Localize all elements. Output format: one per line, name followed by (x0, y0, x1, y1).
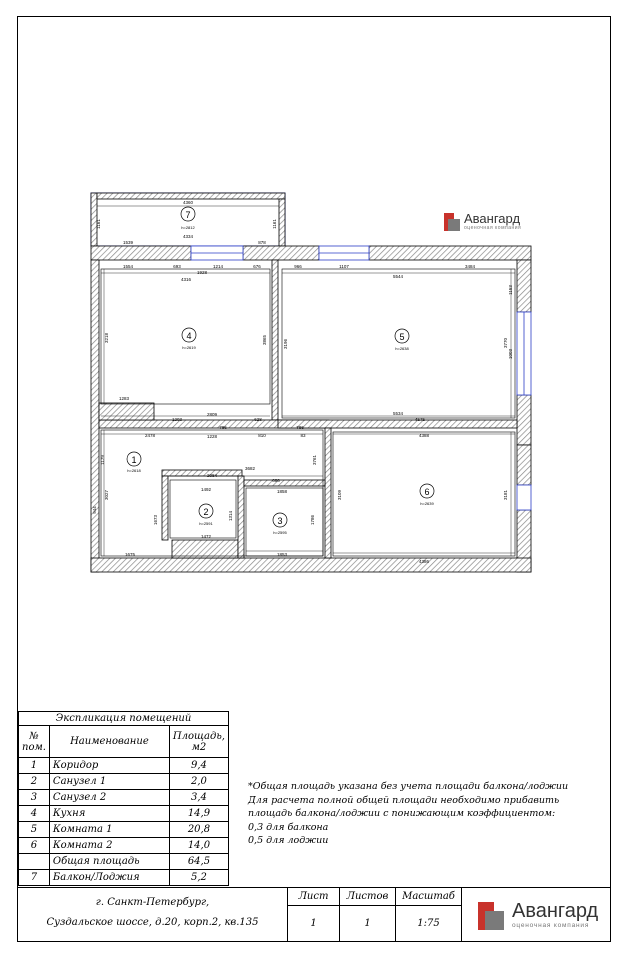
dim-4575: 4575 (414, 417, 426, 422)
row-num: 5 (19, 822, 50, 838)
table-row (19, 822, 229, 838)
dim-676: 676 (253, 264, 261, 269)
col-area-header: Площадь, м2 (169, 726, 228, 758)
col-num-header: № пом. (19, 726, 50, 758)
dim-2478: 2478 (144, 433, 156, 438)
sheets-cell (340, 887, 396, 942)
dim-3027: 3027 (104, 489, 109, 501)
dim-balcony-inner: 4334 (182, 234, 194, 239)
room-1-label (127, 452, 142, 473)
row-name: Санузел 2 (49, 790, 169, 806)
scale-value: 1:75 (417, 918, 440, 929)
dim-3682: 3682 (244, 466, 256, 471)
dim-83: 83 (300, 433, 306, 438)
row-name: Санузел 1 (49, 774, 169, 790)
dim-1673: 1673 (153, 514, 158, 526)
room-3-label (273, 513, 288, 535)
dim-628: 628 (254, 417, 262, 422)
room-5-height: h=2638 (395, 346, 409, 351)
dim-1314: 1314 (228, 510, 233, 522)
dim-3109: 3109 (337, 489, 342, 501)
sheet-label: Лист (288, 888, 339, 906)
room-1-number: 1 (131, 455, 137, 465)
address-block (18, 887, 288, 942)
row-area: 20,8 (169, 822, 228, 838)
room-3-number: 3 (277, 516, 283, 526)
dim-1554: 1554 (122, 264, 134, 269)
room-4-label (182, 328, 197, 350)
brand-logo-small (444, 212, 521, 231)
dim-693: 693 (173, 264, 181, 269)
total-name: Общая площадь (49, 854, 169, 870)
sheets-value: 1 (364, 918, 371, 929)
dim-4316: 4316 (180, 277, 192, 282)
dim-1853: 1853 (276, 552, 288, 557)
dim-5534: 5534 (392, 411, 404, 416)
dim-3218: 3218 (104, 332, 109, 344)
dim-1228: 1228 (206, 434, 218, 439)
room-7-number: 7 (185, 210, 191, 220)
dim-4388: 4388 (418, 433, 430, 438)
brand-mark-large-icon (478, 902, 504, 930)
dim-2084: 2084 (206, 473, 218, 478)
dim-balcony-outer: 4360 (182, 200, 194, 205)
dim-1107: 1107 (339, 264, 349, 269)
dim-1003: 1003 (508, 348, 513, 360)
row-num: 1 (19, 758, 50, 774)
dim-878: 878 (258, 240, 266, 245)
brand-logo-large (462, 887, 611, 942)
area-note: *Общая площадь указана без учета площади балкона/лоджии Для расчета полной общей площади необходимо прибавить площадь балкона/лоджии с понижающим коэффициентом: 0,3 для балкона 0,5 для лоджии (248, 781, 569, 846)
room-4-number: 4 (186, 331, 192, 341)
dim-4386: 4386 (418, 559, 430, 564)
dim-1203: 1203 (171, 417, 183, 422)
dim-3761: 3761 (312, 454, 317, 466)
room-5-number: 5 (399, 332, 405, 342)
table-row (19, 806, 229, 822)
dim-1179: 1179 (100, 455, 105, 465)
scale-label: Масштаб (396, 888, 461, 906)
room-7-height: h=2812 (181, 225, 195, 230)
room-7-label (181, 207, 196, 230)
row-num: 2 (19, 774, 50, 790)
dim-1928: 1928 (196, 270, 208, 275)
row-num: 6 (19, 838, 50, 854)
row-num: 4 (19, 806, 50, 822)
col-name-header: Наименование (49, 726, 169, 758)
room-6-number: 6 (424, 487, 430, 497)
sheets-label: Листов (340, 888, 395, 906)
explication-title: Экспликация помещений (19, 712, 229, 726)
room-1-height: h=2618 (127, 468, 141, 473)
brand-subtitle-large: оценочная компания (512, 922, 590, 929)
row-name: Коридор (49, 758, 169, 774)
room-6-label (420, 484, 435, 506)
room-5-label (395, 329, 410, 351)
brand-mark-icon (444, 213, 460, 231)
title-block (18, 887, 611, 942)
brand-name-small: Авангард (464, 211, 521, 226)
dim-3181: 3181 (503, 489, 508, 501)
dim-1786: 1786 (310, 514, 315, 526)
total-num (19, 854, 50, 870)
row-name: Комната 2 (49, 838, 169, 854)
dim-1675: 1675 (124, 552, 136, 557)
table-row (19, 790, 229, 806)
brand-subtitle-small: оценочная компания (464, 225, 522, 231)
room-2-height: h=2591 (199, 521, 213, 526)
table-row (19, 758, 229, 774)
dim-5544: 5544 (392, 274, 404, 279)
dim-1472: 1472 (200, 534, 212, 539)
total-row (19, 854, 229, 870)
dim-966: 966 (294, 264, 302, 269)
address-line-2: Суздальское шоссе, д.20, корп.2, кв.135 (46, 917, 259, 928)
room-2-label (199, 504, 214, 526)
dim-944: 944 (92, 506, 97, 514)
dim-balcony-right: 1161 (272, 219, 277, 229)
table-row (19, 838, 229, 854)
sheet-value: 1 (310, 918, 317, 929)
dim-1214: 1214 (212, 264, 224, 269)
dim-1539: 1539 (122, 240, 134, 245)
room-3-height: h=2595 (273, 530, 287, 535)
dim-3196: 3196 (283, 338, 288, 350)
room-2-number: 2 (203, 507, 209, 517)
row-area: 9,4 (169, 758, 228, 774)
room-4-height: h=2619 (182, 345, 196, 350)
dim-810: 810 (258, 433, 266, 438)
address-line-1: г. Санкт-Петербург, (95, 897, 210, 908)
dim-balcony-left: 1161 (96, 219, 101, 229)
dim-786-b: 786 (296, 425, 304, 430)
total-area: 64,5 (169, 854, 228, 870)
row-name: Комната 1 (49, 822, 169, 838)
brand-name-large: Авангард (512, 900, 599, 922)
sheet-cell (288, 887, 340, 942)
table-row (19, 774, 229, 790)
dim-1153: 1153 (508, 285, 513, 295)
balcony-area: 5,2 (169, 870, 228, 886)
balcony-name: Балкон/Лоджия (49, 870, 169, 886)
dim-786-a: 786 (219, 425, 227, 430)
dim-3484: 3484 (464, 264, 476, 269)
dim-1283: 1283 (118, 396, 130, 401)
balcony-row (19, 870, 229, 886)
dim-686: 686 (272, 478, 280, 483)
row-area: 14,9 (169, 806, 228, 822)
scale-cell (396, 887, 462, 942)
room-6-height: h=2639 (420, 501, 434, 506)
dim-1858: 1858 (276, 489, 288, 494)
row-area: 14,0 (169, 838, 228, 854)
dim-1492: 1492 (200, 487, 212, 492)
row-area: 2,0 (169, 774, 228, 790)
dim-3770: 3770 (503, 337, 508, 349)
interior-walls (99, 260, 517, 558)
row-area: 3,4 (169, 790, 228, 806)
row-name: Кухня (49, 806, 169, 822)
dim-2809: 2809 (206, 412, 218, 417)
explication-table (18, 711, 229, 886)
dim-3865: 3865 (262, 334, 267, 346)
balcony-num: 7 (19, 870, 50, 886)
row-num: 3 (19, 790, 50, 806)
